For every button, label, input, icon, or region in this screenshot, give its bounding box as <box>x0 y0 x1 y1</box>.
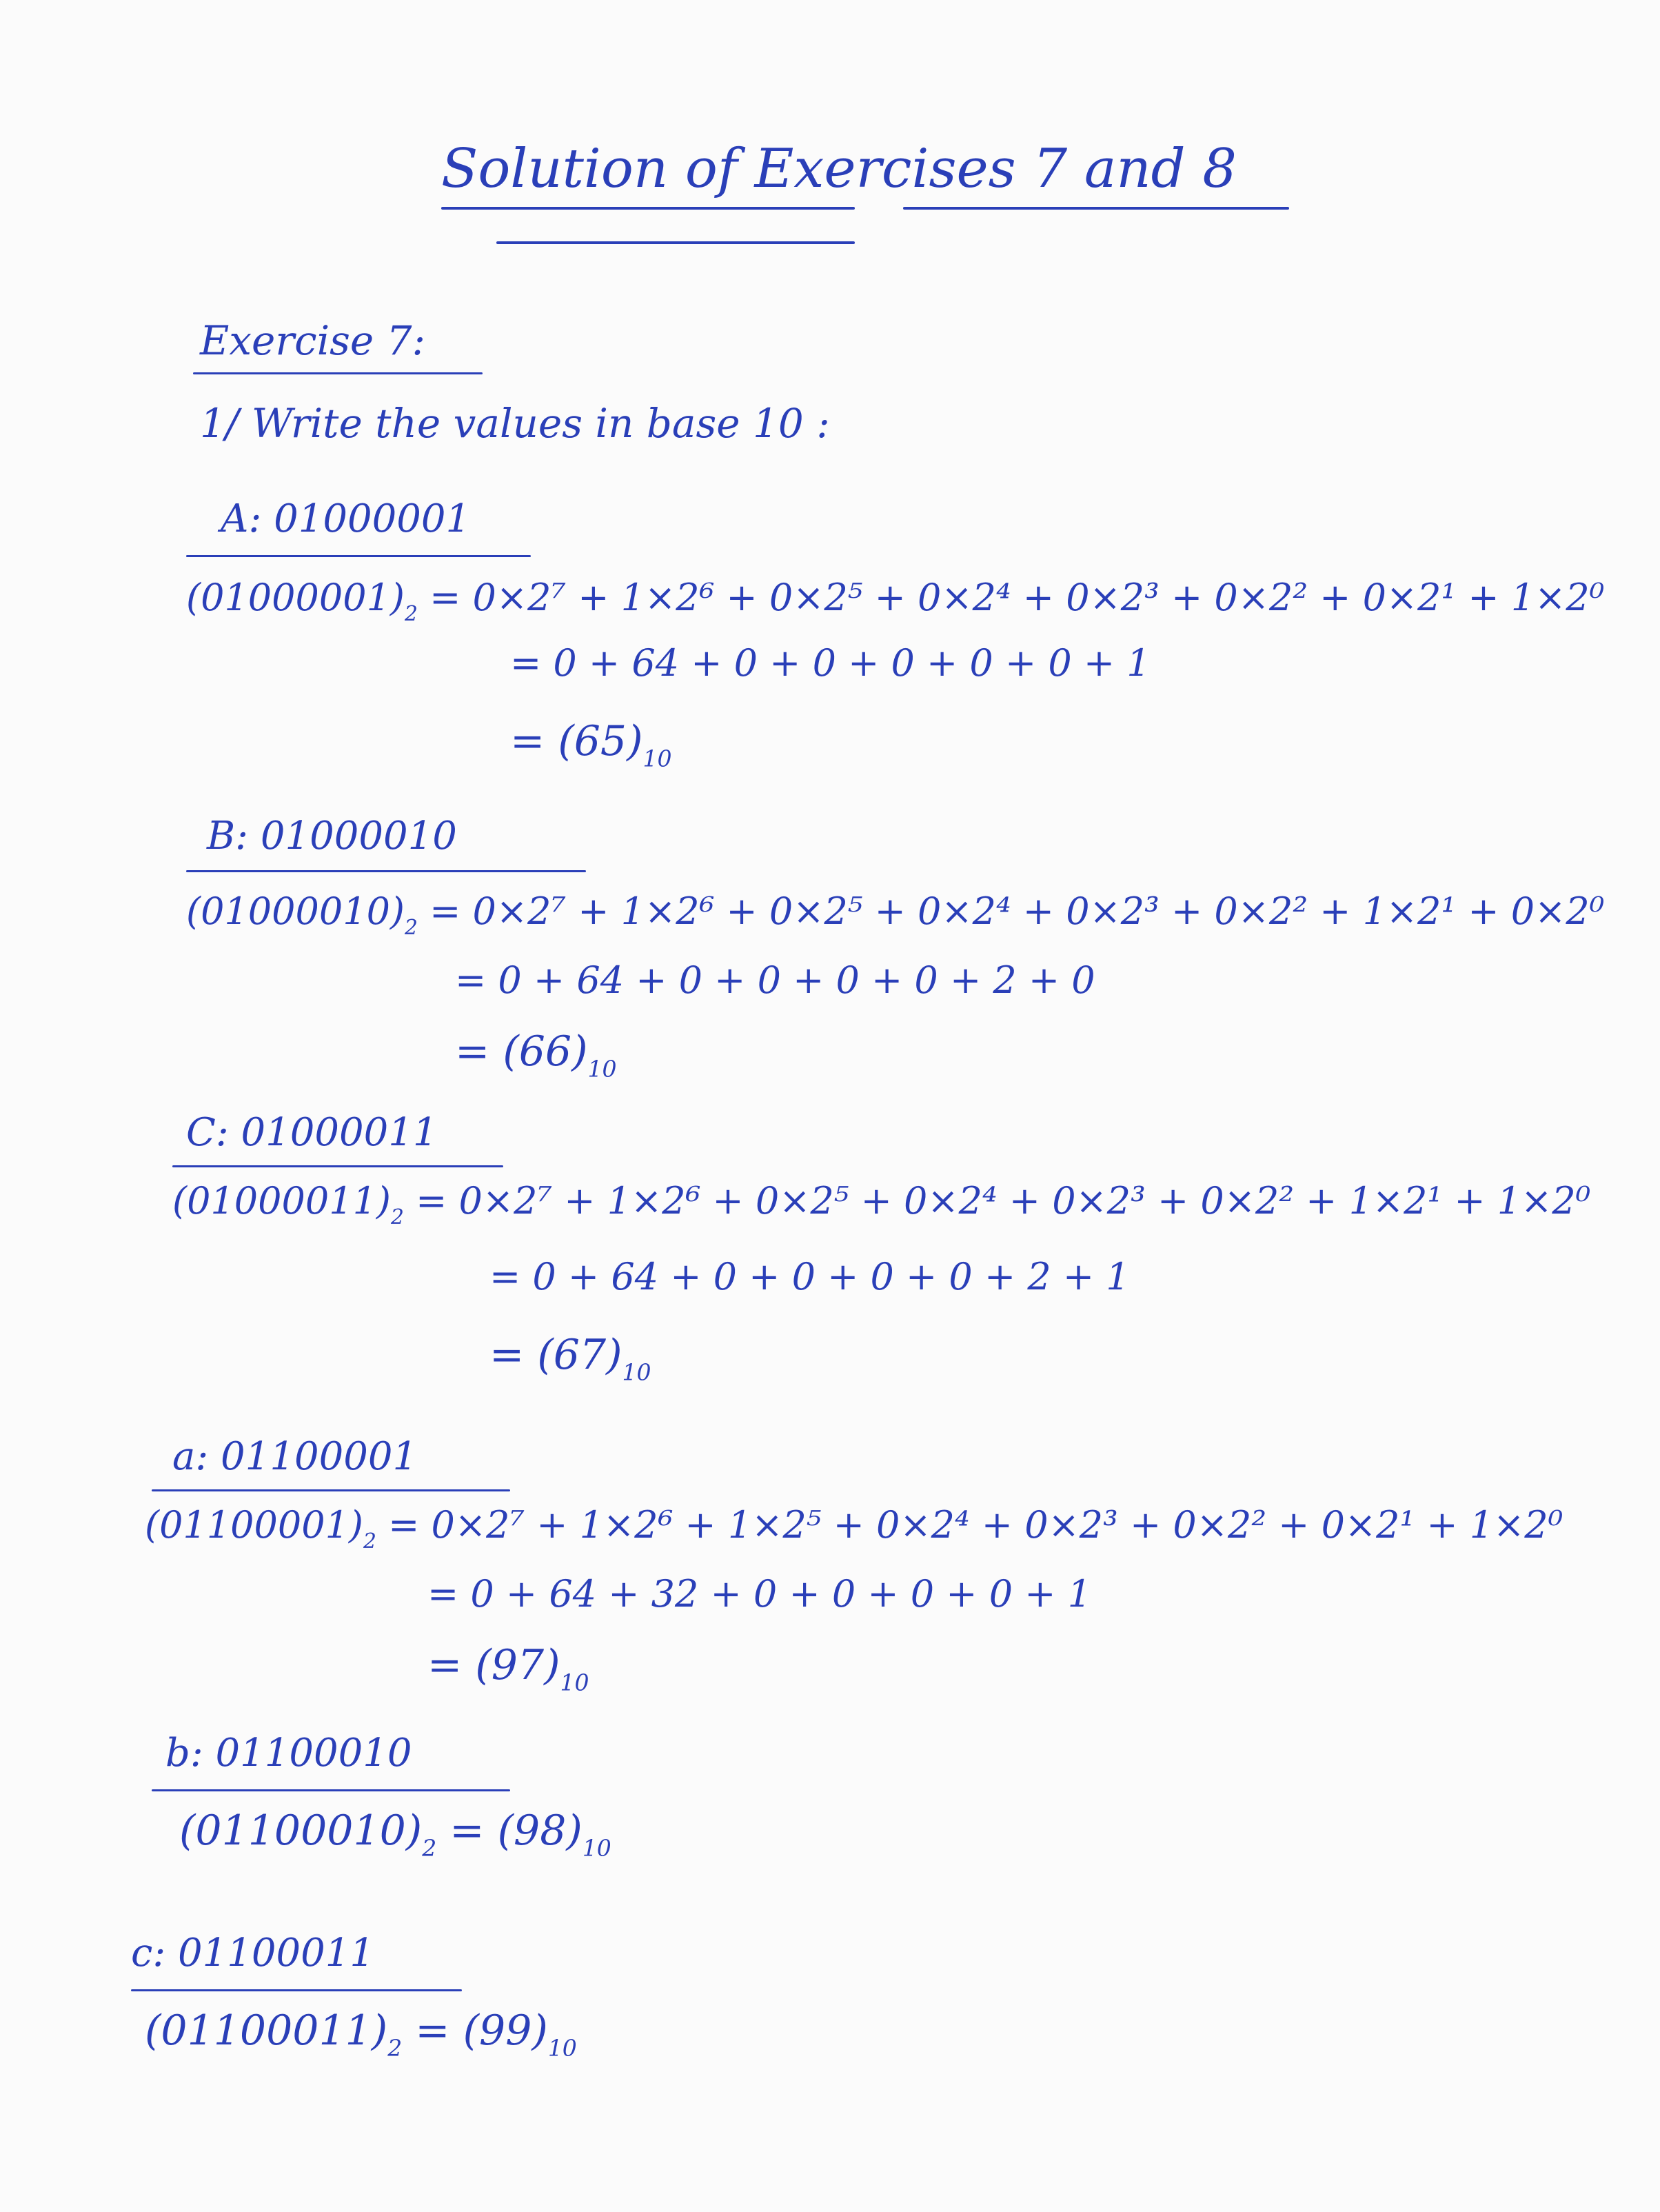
base-subscript: 2 <box>405 601 418 626</box>
label-underline <box>186 555 531 557</box>
result-a <box>427 1641 589 1696</box>
title-underline <box>496 241 855 244</box>
expansion-b <box>179 1807 611 1862</box>
label-underline <box>152 1789 510 1791</box>
item-label-c: c: 01100011 <box>131 1931 375 1975</box>
expansion-B <box>186 889 1604 940</box>
binary-number: (01100011) <box>145 2007 388 2055</box>
result-B <box>455 1027 617 1083</box>
result-A <box>510 717 672 772</box>
binary-number: (01000001) <box>186 576 405 619</box>
base-subscript: 10 <box>582 1834 611 1862</box>
label-underline <box>172 1165 503 1167</box>
power-expansion: = 0×2⁷ + 1×2⁶ + 1×2⁵ + 0×2⁴ + 0×2³ + 0×2² + 0×2¹ + 1×2⁰ <box>388 1503 1563 1547</box>
base-subscript: 10 <box>560 1669 589 1696</box>
sum-C: = 0 + 64 + 0 + 0 + 0 + 0 + 2 + 1 <box>489 1255 1130 1298</box>
base-subscript: 2 <box>422 1834 437 1862</box>
exercise-heading: Exercise 7: <box>200 317 426 364</box>
power-expansion: = 0×2⁷ + 1×2⁶ + 0×2⁵ + 0×2⁴ + 0×2³ + 0×2² + 1×2¹ + 0×2⁰ <box>429 889 1605 933</box>
result-C <box>489 1331 651 1386</box>
title-underline <box>903 207 1289 210</box>
expansion-C <box>172 1179 1590 1229</box>
item-label-B: B: 01000010 <box>207 814 457 858</box>
expansion-A <box>186 576 1604 626</box>
binary-number: (01100001) <box>145 1503 363 1547</box>
base-subscript: 2 <box>387 2034 403 2062</box>
instruction-text: 1/ Write the values in base 10 : <box>200 400 830 447</box>
binary-number: (01000011) <box>172 1179 391 1223</box>
heading-underline <box>193 372 483 374</box>
power-expansion: = 0×2⁷ + 1×2⁶ + 0×2⁵ + 0×2⁴ + 0×2³ + 0×2² + 1×2¹ + 1×2⁰ <box>416 1179 1591 1223</box>
decimal-result: = (67) <box>489 1331 622 1379</box>
expansion-c <box>145 2007 577 2062</box>
binary-number: (01000010) <box>186 889 405 933</box>
base-subscript: 2 <box>391 1205 404 1229</box>
sum-a: = 0 + 64 + 32 + 0 + 0 + 0 + 0 + 1 <box>427 1572 1092 1616</box>
sum-A: = 0 + 64 + 0 + 0 + 0 + 0 + 0 + 1 <box>510 641 1151 685</box>
decimal-result: = (65) <box>510 717 643 765</box>
base-subscript: 10 <box>587 1055 617 1083</box>
expansion-a <box>145 1503 1563 1554</box>
binary-number: (01100010) <box>179 1807 423 1855</box>
power-expansion: = 0×2⁷ + 1×2⁶ + 0×2⁵ + 0×2⁴ + 0×2³ + 0×2² + 0×2¹ + 1×2⁰ <box>429 576 1605 619</box>
decimal-result: = (97) <box>427 1641 560 1689</box>
decimal-result: = (99) <box>415 2007 548 2055</box>
item-label-A: A: 01000001 <box>221 496 471 541</box>
decimal-result: = (66) <box>455 1027 588 1076</box>
page-title: Solution of Exercises 7 and 8 <box>441 138 1237 200</box>
sum-B: = 0 + 64 + 0 + 0 + 0 + 0 + 2 + 0 <box>455 958 1095 1002</box>
item-label-C: C: 01000011 <box>186 1110 438 1155</box>
base-subscript: 2 <box>363 1529 376 1554</box>
item-label-a: a: 01100001 <box>172 1434 418 1479</box>
base-subscript: 10 <box>622 1358 651 1386</box>
label-underline <box>152 1489 510 1491</box>
decimal-result: = (98) <box>449 1807 583 1855</box>
title-underline <box>441 207 855 210</box>
base-subscript: 10 <box>547 2034 577 2062</box>
label-underline <box>186 870 586 872</box>
label-underline <box>131 1989 462 1991</box>
item-label-b: b: 01100010 <box>165 1731 412 1776</box>
base-subscript: 2 <box>405 915 418 940</box>
base-subscript: 10 <box>642 745 672 772</box>
